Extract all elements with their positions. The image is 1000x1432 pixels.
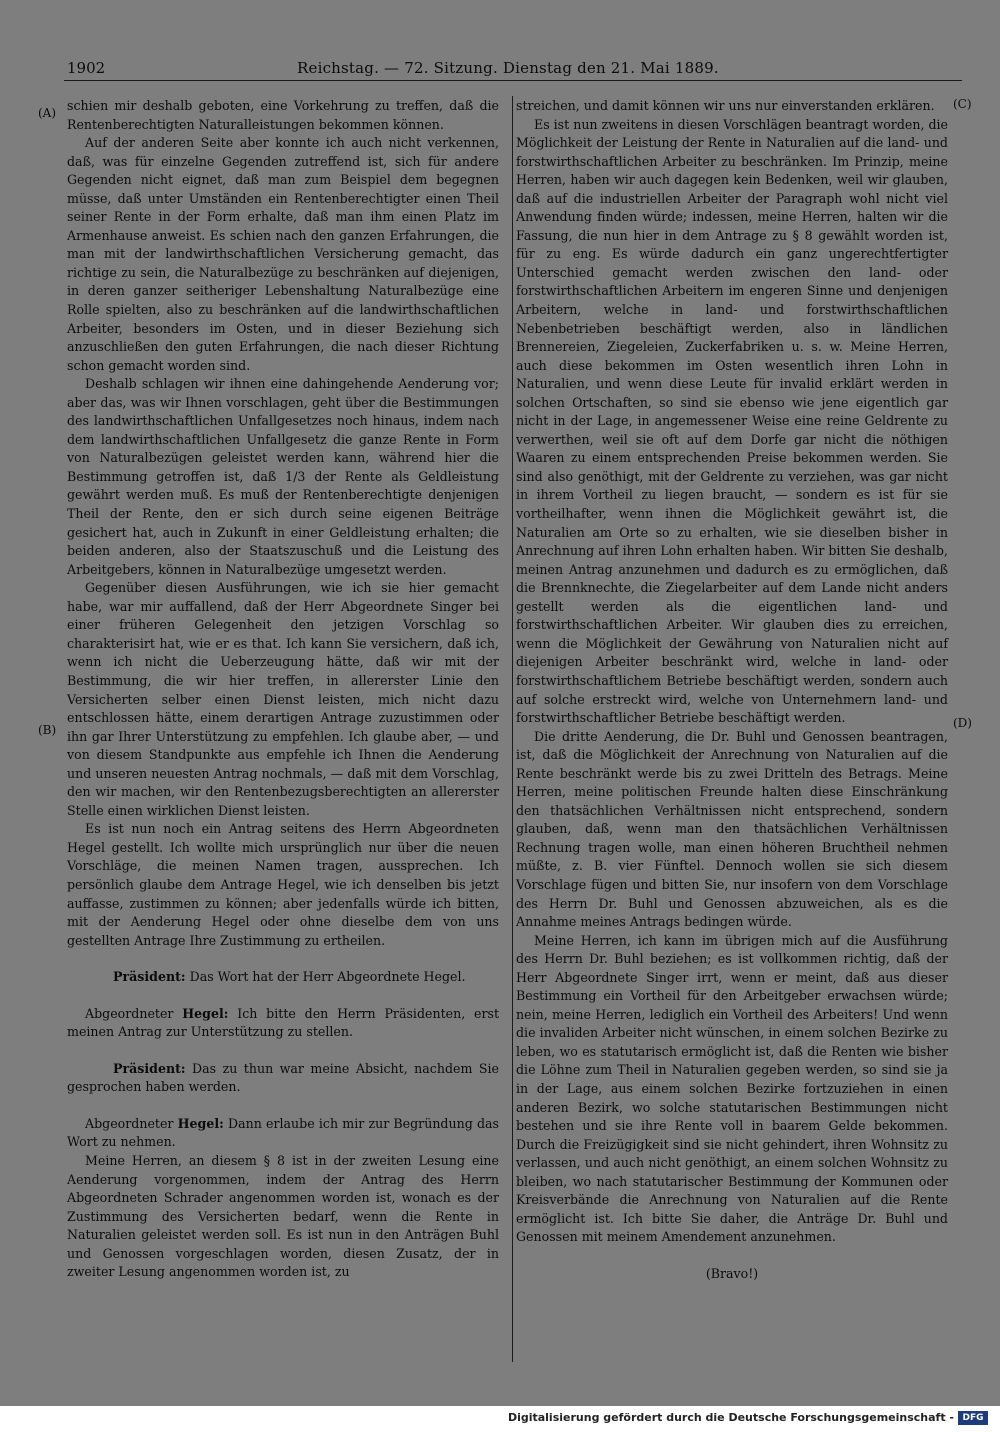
speech-text: Das zu thun war meine Absicht, nachdem Sie gesprochen haben werden. — [67, 1060, 499, 1095]
margin-marker-d: (D) — [953, 716, 972, 730]
speaker-name: Hegel: — [177, 1115, 224, 1131]
margin-marker-a: (A) — [38, 106, 57, 120]
paragraph: schien mir deshalb geboten, eine Vorkehrung zu treffen, daß die Rentenberechtigten Naturalleistungen bekommen können. — [67, 98, 499, 132]
speech-president-2 — [67, 1060, 499, 1097]
speech-text: Dann erlaube ich mir zur Begründung das Wort zu nehmen. — [67, 1115, 500, 1150]
speaker-name: Präsident: — [113, 969, 186, 985]
speech-hegel-1 — [67, 1005, 499, 1042]
speech-text: Das Wort hat der Herr Abgeordnete Hegel. — [185, 969, 466, 985]
applause-note: (Bravo!) — [705, 1265, 759, 1281]
paragraph: Deshalb schlagen wir ihnen eine dahingehende Aenderung vor; aber das, was wir Ihnen vorschlagen, geht über die Bestimmungen des landwirthschaftlichen Unfallgesetzes noch hinaus, indem nach dem landwirthschaftlichen Unfallgesetz die ganze Rente in Form von Naturalbezügen geleistet werden kann, während hier die Bestimmung getroffen ist, daß 1/3 der Rente als Geldleistung gewährt werden muß. Es muß der Rentenberechtigte denjenigen Theil der Rente, den er sich durch seine eigenen Beiträge gesichert hat, auch in Zukunft in einer Geldleistung erhalten; die beiden anderen, also der Staatszuschuß und die Leistung des Arbeitgebers, können in Naturalbezüge umgesetzt werden. — [67, 376, 499, 577]
paragraph: Meine Herren, an diesem § 8 ist in der zweiten Lesung eine Aenderung vorgenommen, indem der Antrag des Herrn Abgeordneten Schrader angenommen worden ist, wonach es der Zustimmung des Versicherten bedarf, wenn die Rente in Naturalien geleistet werden soll. Es ist nun in den Anträgen Buhl und Genossen vorgeschlagen worden, diesen Zusatz, der in zweiter Lesung angenommen worden ist, zu — [67, 1152, 499, 1280]
margin-marker-b: (B) — [38, 723, 57, 737]
margin-marker-c: (C) — [953, 97, 972, 111]
speaker-prefix: Abgeordneter — [85, 1005, 183, 1021]
page-title: Reichstag. — 72. Sitzung. Dienstag den 21. Mai 1889. — [297, 59, 719, 77]
speech-president-1 — [67, 968, 499, 987]
left-column — [67, 97, 499, 1282]
speaker-prefix: Abgeordneter — [85, 1115, 178, 1131]
speaker-name: Präsident: — [113, 1060, 186, 1076]
column-divider — [512, 96, 513, 1362]
funding-notice: Digitalisierung gefördert durch die Deutsche Forschungsgemeinschaft - — [507, 1411, 954, 1424]
paragraph: Es ist nun zweitens in diesen Vorschlägen beantragt worden, die Möglichkeit der Leistung der Rente in Naturalien auf die land- und forstwirthschaftlichen Arbeiter zu beschränken. Im Prinzip, meine Herren, haben wir auch dagegen kein Bedenken, weil wir glauben, daß auf die industriellen Arbeiter der Paragraph wohl nicht viel Anwendung finden würde; indessen, meine Herren, halten wir die Fassung, die nun hier in dem Antrage zu § 8 gewählt worden ist, für zu eng. Es würde dadurch ein ganz ungerechtfertigter Unterschied gemacht werden zwischen den land- oder forstwirthschaftlichen Arbeitern im engeren Sinne und denjenigen Arbeitern, welche in land- und forstwirthschaftlichen Nebenbetrieben beschäftigt werden, also in ländlichen Brennereien, Ziegeleien, Zuckerfabriken u. s. w. Meine Herren, auch diese bekommen im Osten wesentlich ihren Lohn in Naturalien, und wenn diese Leute für invalid erklärt werden in solchen Ortschaften, so sind sie ebenso wie jene eigentlich gar nicht in der Lage, in angemessener Weise eine reine Geldrente zu verwerthen, weil sie oft auf dem Dorfe gar nicht die nöthigen Waaren zu einem entsprechenden Preise bekommen werden. Sie sind also genöthigt, mit der Geldrente zu verziehen, was gar nicht in ihrem Vortheil zu liegen braucht, — sondern es ist für sie vortheilhafter, wenn ihnen die Möglichkeit gewährt ist, die Naturalien am Orte so zu erhalten, wie sie dieselben bisher in Anrechnung auf ihren Lohn erhalten haben. Wir bitten Sie deshalb, meinen Antrag anzunehmen und dadurch es zu ermöglichen, daß die Brennknechte, die Ziegelarbeiter auf dem Lande nicht anders gestellt werden als die eigentlichen land- und forstwirthschaftlichen Arbeiter. Wir glauben dies zu erreichen, wenn die Möglichkeit der Gewährung von Naturalien nicht auf diejenigen Arbeiter beschränkt wird, welche in land- oder forstwirthschaftlichem Betriebe beschäftigt werden, sondern auch auf solche erstreckt wird, welche von Unternehmern land- und forstwirthschaftlicher Betriebe beschäftigt werden. — [516, 116, 948, 726]
speaker-name: Hegel: — [182, 1005, 229, 1021]
dfg-logo: DFG — [958, 1411, 988, 1425]
paragraph: streichen, und damit können wir uns nur einverstanden erklären. — [516, 98, 935, 113]
right-column — [516, 97, 948, 1283]
speech-hegel-2 — [67, 1115, 499, 1152]
page-footer — [0, 1406, 1000, 1432]
paragraph: Es ist nun noch ein Antrag seitens des Herrn Abgeordneten Hegel gestellt. Ich wollte mich ursprünglich nur über die neuen Vorschläge, die meinen Namen tragen, aussprechen. Ich persönlich glaube dem Antrage Hegel, wie ich denselben bis jetzt auffasse, zustimmen zu können; aber jedenfalls würde ich bitten, mit der Aenderung Hegel oder ohne dieselbe dem von uns gestellten Antrage Ihre Zustimmung zu ertheilen. — [67, 821, 499, 948]
paragraph: Die dritte Aenderung, die Dr. Buhl und Genossen beantragen, ist, daß die Möglichkeit der Anrechnung von Naturalien auf die Rente beschränkt werde bis zu zwei Dritteln des Betrags. Meine Herren, meine politischen Freunde halten diese Einschränkung den thatsächlichen Verhältnissen nicht entsprechend, sondern glauben, daß, wenn man den thatsächlichen Verhältnissen Rechnung tragen wolle, man einen höheren Bruchtheil nehmen müßte, z. B. vier Fünftel. Dennoch wollen sie sich diesem Vorschlage fügen und bitten Sie, nur insofern von dem Vorschlage des Herrn Dr. Buhl und Genossen abzuweichen, als es die Annahme meines Antrags bedingen würde. — [516, 728, 948, 930]
paragraph: Meine Herren, ich kann im übrigen mich auf die Ausführung des Herrn Dr. Buhl beziehen; es ist vollkommen richtig, daß der Herr Abgeordnete Singer irrt, wenn er meint, daß aus dieser Bestimmung ein Vortheil für den Arbeitgeber erwachsen würde; nein, meine Herren, lediglich ein Vortheil des Arbeiters! Und wenn die invaliden Arbeiter nicht wünschen, in einem solchen Bezirke zu leben, wo es statutarisch ermöglicht ist, daß die Renten wie bisher die Löhne zum Theil in Naturalien gegeben werden, so sind sie ja in der Lage, aus einem solchen Bezirke fortzuziehen in einen anderen Bezirk, wo solche statutarischen Bestimmungen nicht bestehen und sie ihre Rente voll in baarem Gelde bekommen. Durch die Freizügigkeit sind sie nicht gehindert, ihren Wohnsitz zu verlassen, und auch nicht genöthigt, an einem solchen Wohnsitz zu bleiben, wo nach statutarischer Bestimmung der Kommunen oder Kreisverbände die Anrechnung von Naturalien auf die Rente ermöglicht ist. Ich bitte Sie daher, die Anträge Dr. Buhl und Genossen mit meinem Amendement anzunehmen. — [516, 932, 948, 1245]
paragraph: Auf der anderen Seite aber konnte ich auch nicht verkennen, daß, was für einzelne Gegenden zutreffend ist, sich für andere Gegenden nicht eignet, daß man zum Beispiel dem begegnen müsse, daß unter Umständen ein Rentenberechtigter einen Theil seiner Rente in der Form erhalte, daß man ihm einen Platz im Armenhause anweist. Es schien nach den ganzen Erfahrungen, die man mit der landwirthschaftlichen Versicherung gemacht, das richtige zu sein, die Naturalbezüge zu beschränken auf diejenigen, in deren ganzer seitheriger Lebenshaltung Naturalbezüge eine Rolle spielten, also zu beschränken auf die landwirthschaftlichen Arbeiter, besonders im Osten, und in dieser Beziehung sich anzuschließen den guten Erfahrungen, die nach dieser Richtung schon gemacht worden sind. — [67, 135, 499, 373]
paragraph: Gegenüber diesen Ausführungen, wie ich sie hier gemacht habe, war mir auffallend, daß der Herr Abgeordnete Singer bei einer früheren Gelegenheit den jetzigen Vorschlag so charakterisirt hat, wie er es that. Ich kann Sie versichern, daß ich, wenn ich nicht die Ueberzeugung hätte, daß wir mit der Bestimmung, die wir hier treffen, in allererster Linie den Versicherten selber einen Dienst leisten, mich nicht dazu entschlossen hätte, einem derartigen Antrage zuzustimmen oder ihn gar Ihrer Unterstützung zu empfehlen. Ich glaube aber, — und von diesem Standpunkte aus empfehle ich Ihnen die Aenderung und unseren neuesten Antrag nochmals, — daß mit dem Vorschlag, den wir machen, wir den Rentenbezugsberechtigten an allererster Stelle einen wirklichen Dienst leisten. — [67, 580, 499, 818]
header-rule — [64, 80, 962, 81]
page-header — [67, 55, 960, 79]
speech-text: Ich bitte den Herrn Präsidenten, erst meinen Antrag zur Unterstützung zu stellen. — [67, 1005, 500, 1040]
page-number: 1902 — [67, 59, 106, 77]
